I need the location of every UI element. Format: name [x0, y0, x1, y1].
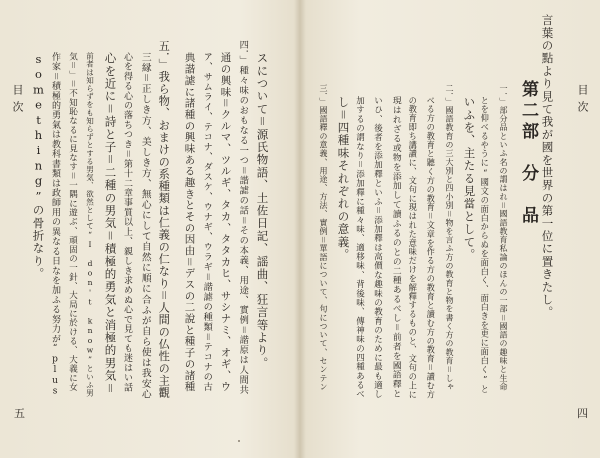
toc-line: 通の興味＝クルマ、ツルギ、タカ、タタカヒ、サシナミ、オギ、ウ: [219, 52, 232, 393]
toc-line: 典諧謔に諸種の興味ある趣きとその因由＝デスの二說と種子の諸種: [183, 52, 196, 393]
ink-speck: [238, 440, 240, 442]
toc-line: スについて＝源氏物語、土佐日記、謡曲、狂言等より。: [255, 52, 270, 370]
toc-line: べる方の教育と聽く方の教育＝文章を作る方の教育と讀む方の教育＝讀む方: [426, 96, 437, 399]
toc-line: ア、サムライ、テコナ、ダスケ、ウナギ、ウラギ＝諧謔の種類＝テコナの古: [201, 52, 213, 392]
toc-line: 作家＝積極的勇氣は教科書類は政師用の異なる日なを加ふる努力が“plus: [50, 52, 60, 398]
toc-line: いふを、主たる見當として。: [462, 96, 477, 262]
toc-line: 前者は知らずをも知らずとする男気、欲然として“I don't know”といふ男: [85, 52, 95, 397]
toc-line: の教育即ち講讀に、文句に現はれた意味だけを解釋するものと、文句の上に: [408, 96, 419, 399]
toc-line: 言葉の點より見て我が國を世界の第一位に置きたし。: [540, 14, 555, 319]
toc-line: something”の骨折なり。: [31, 52, 46, 281]
right-page: [301, 0, 600, 458]
page-number: 四: [577, 407, 588, 420]
toc-line: 三．」國語釋の意義、用途、方法、實例＝單語について、句について、センテン: [319, 84, 328, 392]
toc-line: 現はれざる或物を添加して讀ふるのとの二種あるべし＝前者を國語釋と: [390, 96, 401, 399]
toc-line: 気＝」＝不知恥なるに見なす＝一隅に遊ぶ、頑固の一針、大局に於ける、大義に女: [67, 52, 78, 392]
toc-line: いひ、後者を添加釋といふ＝添加釋は高價な趣味の教育のために最も適し: [372, 96, 383, 399]
left-page: [0, 0, 299, 458]
toc-line: 二．」國語教育の三大別と四小別＝物を言ふ方の教育と物を書く方の教育＝しゃ: [445, 84, 454, 392]
toc-line: 四．」種々味のおもなる一つ＝諧謔の話＝その本義、用途、實例＝諧原は人間共: [237, 40, 249, 396]
running-head: 目次: [576, 84, 589, 118]
toc-line: 加するの謂なり＝添加釋に種々味、適移味、背後味、傳神味の四種あるべ: [354, 96, 365, 399]
toc-line: 五．」我ら物、おまけの系種類は仁義の仁なり＝人間の仏性の主觀: [157, 40, 171, 399]
toc-line: 心を近に＝詩と子＝二種の男気＝積極的勇気と消極的男気＝: [103, 52, 118, 395]
toc-line: 一．」部分品といふ名の謂はれ＝國語教育私論のほんの一部＝國語の趣味と生命: [499, 84, 508, 392]
running-head: 目次: [11, 84, 24, 118]
section-heading: 第二部 分 品: [518, 80, 538, 227]
toc-line: とを仰べるやうに“國文の面白からぬを面白く、面白きを更に面白く”と: [480, 96, 491, 394]
toc-line: 三縁＝正しき方、美しき方、無心にして自然に順に合ふが自ら使は我安心: [139, 52, 151, 400]
toc-line: し＝四種味それぞれの意義。: [336, 96, 351, 262]
page-number: 五: [14, 407, 25, 420]
toc-line: 心を得る心の落ちつき＝第十二章事質以上、親しき求めぬ心で見ても迷はい話: [122, 52, 132, 393]
